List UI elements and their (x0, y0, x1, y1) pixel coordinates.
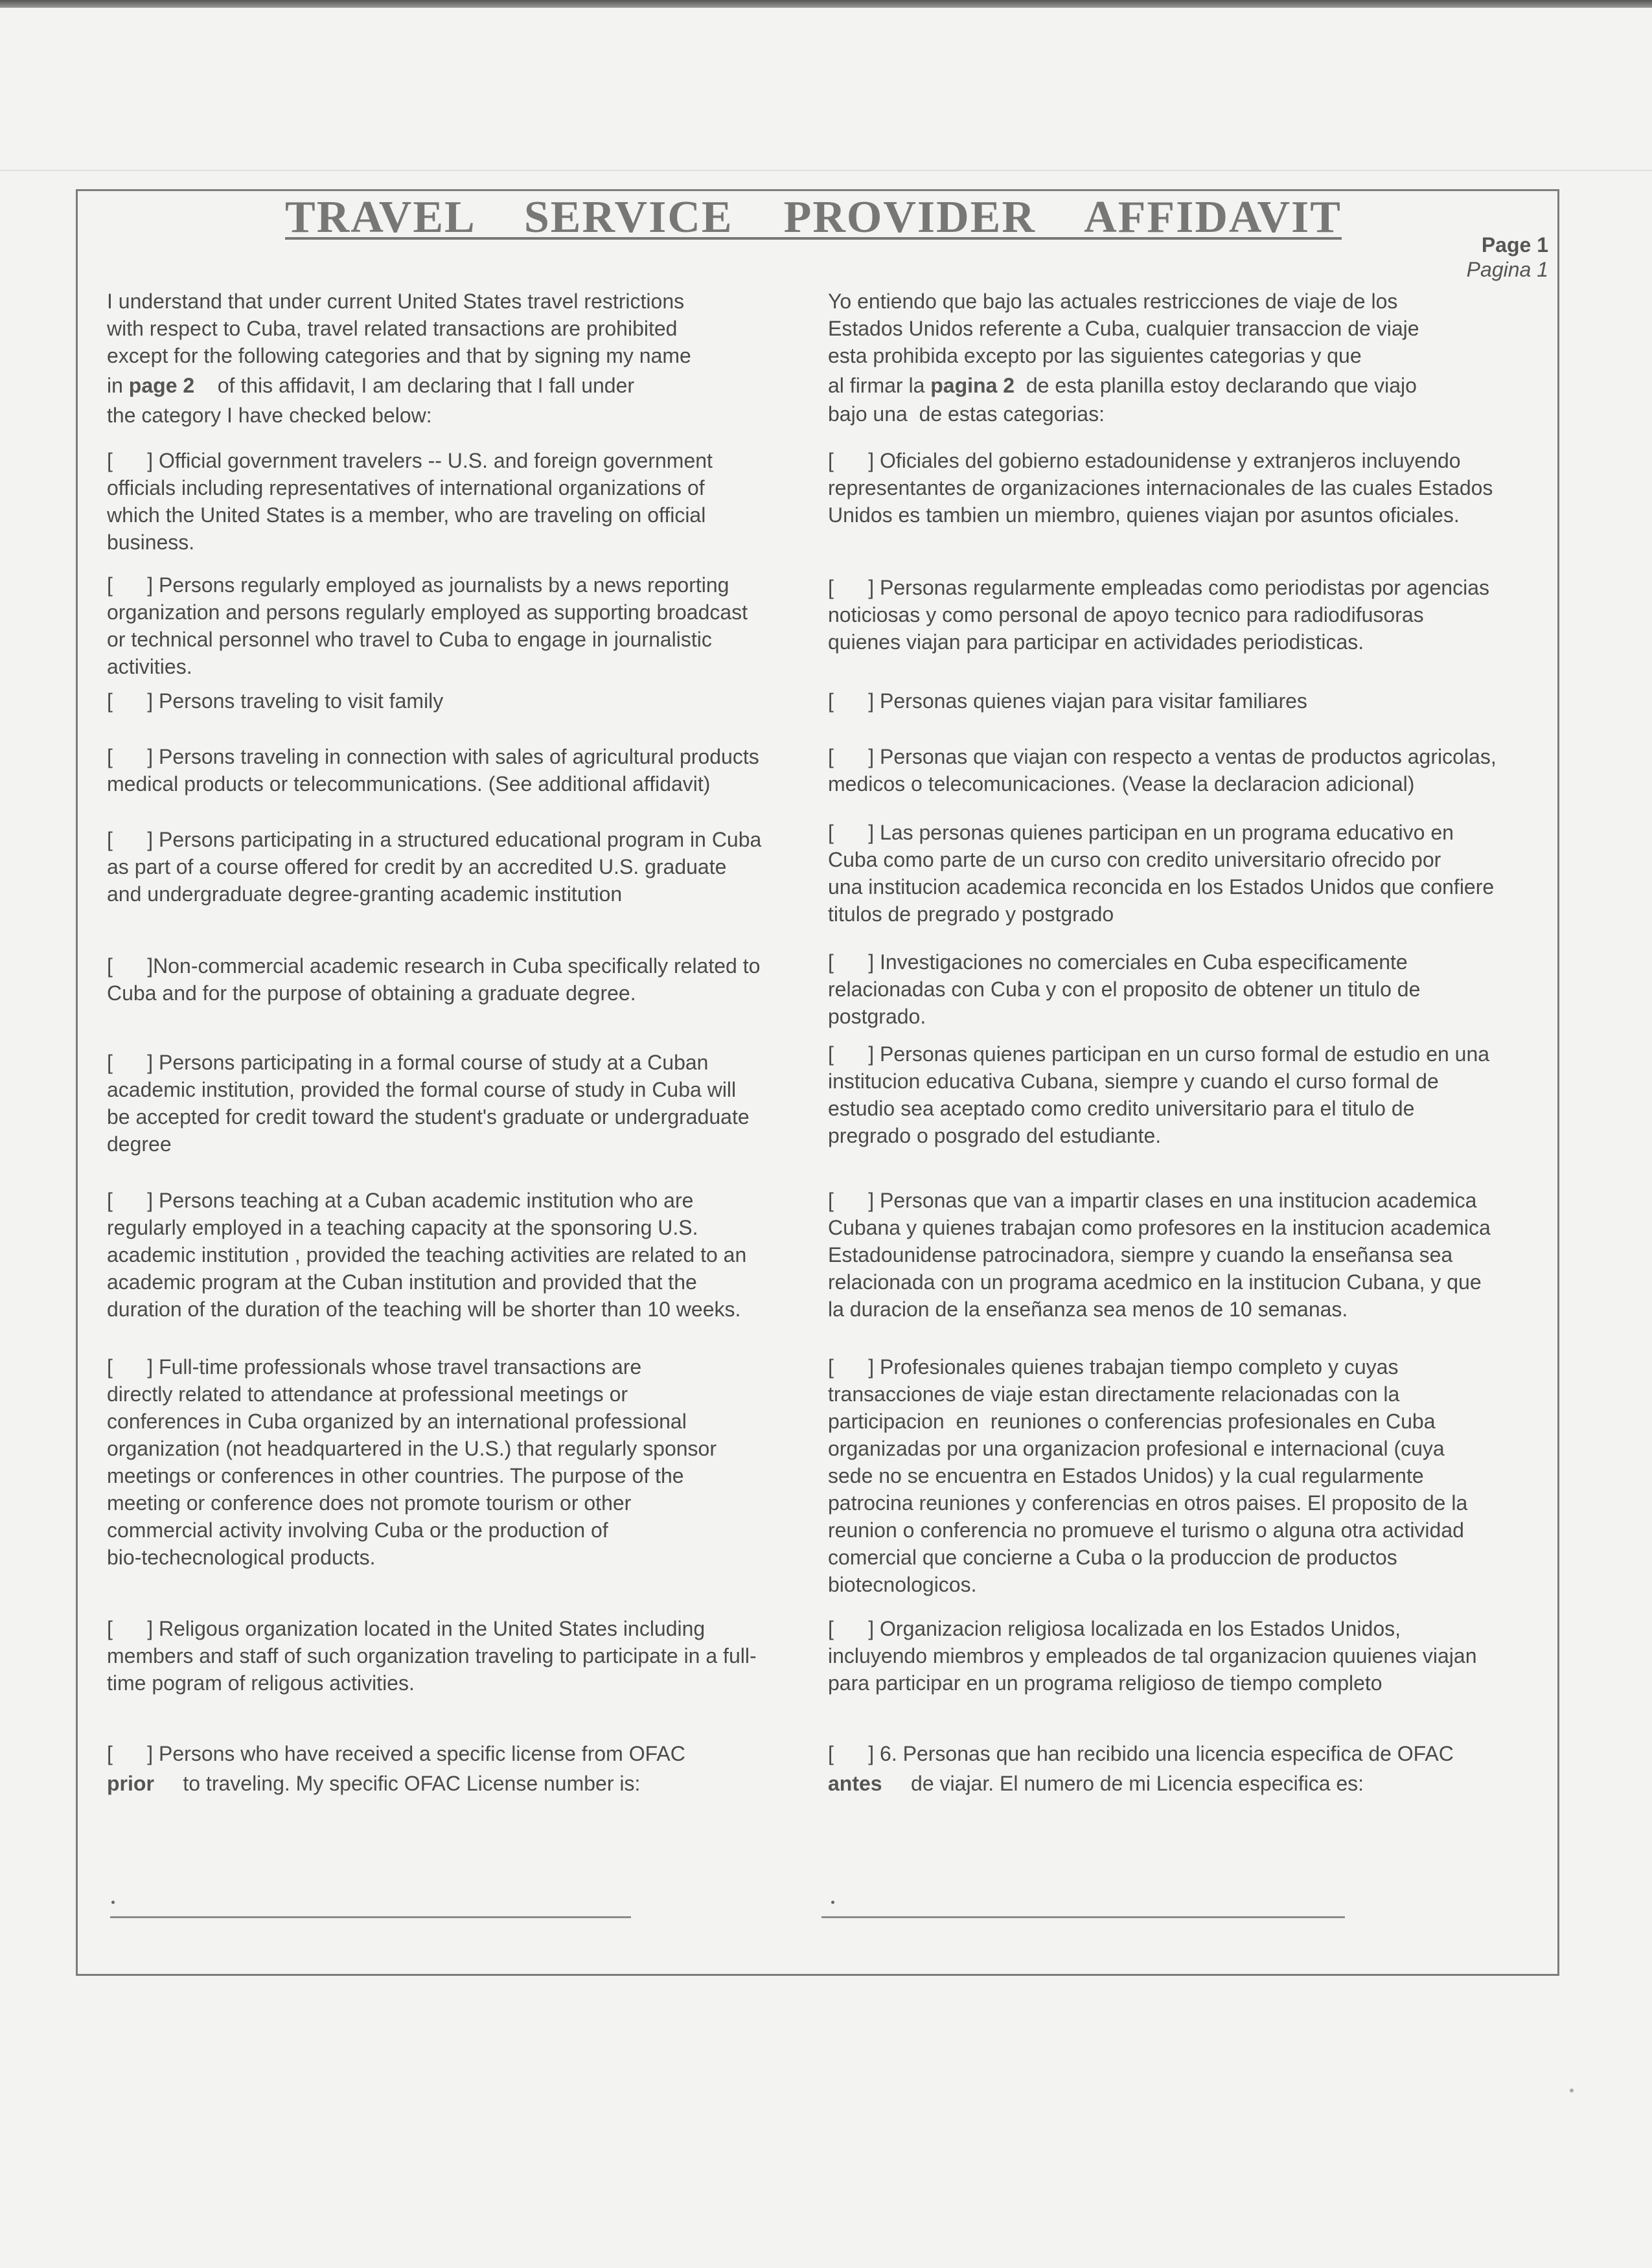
category-checkbox-line[interactable]: [ ] Persons regularly employed as journalists by a news reporting (107, 573, 729, 597)
category-text-line: organization (not headquartered in the U.S.) that regularly sponsor (107, 1437, 717, 1460)
category-text-line: bio-techecnological products. (107, 1546, 376, 1569)
category-text-line: or technical personnel who travel to Cuba to engage in journalistic (107, 628, 712, 651)
category-text-line: time pogram of religous activities. (107, 1671, 415, 1695)
english-category-item (107, 571, 748, 680)
english-category-item (107, 687, 443, 715)
spanish-category-item (828, 574, 1489, 656)
category-checkbox-line[interactable]: [ ] Personas que van a impartir clases en una institucion academica (828, 1189, 1477, 1212)
category-checkbox-line[interactable]: [ ]Non-commercial academic research in Cuba specifically related to (107, 954, 761, 978)
category-text-line: Cuba como parte de un curso con credito universitario ofrecido por (828, 848, 1441, 871)
scan-crease (0, 170, 1652, 171)
category-text-line: and undergraduate degree-granting academic institution (107, 882, 623, 906)
category-checkbox-line[interactable]: [ ] Investigaciones no comerciales en Cuba especificamente (828, 950, 1408, 974)
category-checkbox-line[interactable]: [ ] Profesionales quienes trabajan tiempo completo y cuyas (828, 1355, 1399, 1379)
category-checkbox-line[interactable]: [ ] Organizacion religiosa localizada en los Estados Unidos, (828, 1617, 1401, 1640)
category-checkbox-line[interactable]: [ ] 6. Personas que han recibido una licencia especifica de OFAC (828, 1742, 1454, 1765)
license-number-line-es[interactable] (821, 1914, 1345, 1918)
category-text-line: medical products or telecommunications. (See additional affidavit) (107, 772, 711, 796)
category-text-line: officials including representatives of international organizations of (107, 476, 705, 499)
emphasis-word: prior (107, 1772, 154, 1795)
page-title: TRAVEL SERVICE PROVIDER AFFIDAVIT (285, 192, 1342, 242)
category-checkbox-line[interactable]: [ ] Persons participating in a structured educational program in Cuba (107, 828, 762, 851)
category-text-line: conferences in Cuba organized by an international professional (107, 1410, 687, 1433)
category-text-line: organizadas por una organizacion profesional e internacional (cuya (828, 1437, 1445, 1460)
english-category-item (107, 1049, 750, 1158)
intro-line: Estados Unidos referente a Cuba, cualquier transaccion de viaje (828, 317, 1419, 340)
intro-line: in page 2 of this affidavit, I am declaring that I fall under (107, 374, 635, 397)
intro-line: Yo entiendo que bajo las actuales restricciones de viaje de los (828, 290, 1398, 313)
license-text: de viajar. El numero de mi Licencia especifica es: (882, 1772, 1364, 1795)
spanish-category-item (828, 1615, 1476, 1697)
category-text-line: be accepted for credit toward the student's graduate or undergraduate (107, 1105, 750, 1128)
category-text-line: which the United States is a member, who are traveling on official (107, 503, 706, 527)
spanish-category-item (828, 687, 1307, 715)
category-text-line: Cuba and for the purpose of obtaining a graduate degree. (107, 981, 636, 1005)
intro-line: the category I have checked below: (107, 404, 432, 427)
category-text-line: reunion o conferencia no promueve el turismo o alguna otra actividad (828, 1518, 1464, 1542)
category-checkbox-line[interactable]: [ ] Persons teaching at a Cuban academic institution who are (107, 1189, 694, 1212)
scan-edge (0, 0, 1652, 8)
category-checkbox-line[interactable]: [ ] Religous organization located in the United States including (107, 1617, 706, 1640)
category-text-line: comercial que concierne a Cuba o la produccion de productos (828, 1546, 1397, 1569)
english-category-item (107, 1353, 717, 1571)
category-checkbox-line[interactable]: [ ] Persons who have received a specific license from OFAC (107, 1742, 685, 1765)
category-checkbox-line[interactable]: [ ] Full-time professionals whose travel transactions are (107, 1355, 642, 1379)
emphasis-word: antes (828, 1772, 882, 1795)
spanish-category-item (828, 1040, 1489, 1149)
category-checkbox-line[interactable]: [ ] Persons participating in a formal course of study at a Cuban (107, 1051, 709, 1074)
category-checkbox-line[interactable]: [ ] Persons traveling to visit family (107, 689, 444, 713)
scan-speck (1570, 2089, 1574, 2092)
category-text-line: para participar en un programa religioso de tiempo completo (828, 1671, 1382, 1695)
page-ref: page 2 (128, 374, 195, 397)
category-text-line: academic institution, provided the formal course of study in Cuba will (107, 1078, 737, 1101)
category-checkbox-line[interactable]: [ ] Las personas quienes participan en un programa educativo en (828, 821, 1454, 844)
category-text-line: academic institution , provided the teaching activities are related to an (107, 1243, 747, 1266)
category-text-line: meetings or conferences in other countries. The purpose of the (107, 1464, 684, 1487)
category-text-line: patrocina reuniones y conferencias en otros paises. El proposito de la (828, 1491, 1468, 1515)
intro-line: with respect to Cuba, travel related transactions are prohibited (107, 317, 678, 340)
category-text-line: members and staff of such organization traveling to participate in a full- (107, 1644, 757, 1667)
spanish-category-item (828, 948, 1420, 1030)
category-text-line: sede no se encuentra en Estados Unidos) y la cual regularmente (828, 1464, 1424, 1487)
category-text-line: activities. (107, 655, 192, 678)
category-text-line: medicos o telecomunicaciones. (Vease la declaracion adicional) (828, 772, 1415, 796)
category-checkbox-line[interactable]: [ ] Personas que viajan con respecto a ventas de productos agricolas, (828, 745, 1497, 768)
english-category-item (107, 952, 760, 1007)
english-category-item (107, 1615, 757, 1697)
category-text-line: commercial activity involving Cuba or the production of (107, 1518, 608, 1542)
category-checkbox-line[interactable]: [ ] Official government travelers -- U.S. and foreign government (107, 449, 713, 472)
spanish-intro (828, 288, 1419, 428)
category-text-line: Cubana y quienes trabajan como profesores en la institucion academica (828, 1216, 1491, 1239)
intro-line: al firmar la pagina 2 de esta planilla estoy declarando que viajo (828, 374, 1417, 397)
category-text-line: incluyendo miembros y empleados de tal organizacion quuienes viajan (828, 1644, 1477, 1667)
category-text-line: postgrado. (828, 1005, 926, 1028)
category-text-line: Unidos es tambien un miembro, quienes viajan por asuntos oficiales. (828, 503, 1460, 527)
category-text-line: representantes de organizaciones internacionales de las cuales Estados (828, 476, 1493, 499)
category-text-line: transacciones de viaje estan directamente relacionadas con la (828, 1382, 1400, 1406)
english-intro (107, 288, 691, 429)
category-text-line: Estadounidense patrocinadora, siempre y cuando la enseñansa sea (828, 1243, 1453, 1266)
english-category-item (107, 1187, 746, 1323)
category-text-line: titulos de pregrado y postgrado (828, 902, 1114, 926)
category-checkbox-line[interactable]: [ ] Personas quienes participan en un curso formal de estudio en una (828, 1042, 1490, 1066)
spanish-category-item (828, 1187, 1491, 1323)
category-text-line: business. (107, 531, 195, 554)
category-text-line: noticiosas y como personal de apoyo tecnico para radiodifusoras (828, 603, 1424, 626)
category-text-line: directly related to attendance at professional meetings or (107, 1382, 628, 1406)
category-text-line: academic program at the Cuban institution and provided that the (107, 1270, 697, 1294)
category-text-line: pregrado o posgrado del estudiante. (828, 1124, 1162, 1147)
page-ref: pagina 2 (930, 374, 1015, 397)
english-category-item (107, 743, 759, 797)
license-text-line (107, 1770, 685, 1797)
category-checkbox-line[interactable]: [ ] Oficiales del gobierno estadounidense y extranjeros incluyendo (828, 449, 1461, 472)
category-text-line: la duracion de la enseñanza sea menos de 10 semanas. (828, 1298, 1348, 1321)
spanish-category-item (828, 1740, 1454, 1797)
category-checkbox-line[interactable]: [ ] Personas quienes viajan para visitar familiares (828, 689, 1307, 713)
spanish-category-item (828, 447, 1493, 529)
category-text-line: as part of a course offered for credit by an accredited U.S. graduate (107, 855, 727, 878)
spanish-category-item (828, 819, 1494, 928)
english-category-item (107, 447, 713, 556)
category-text-line: institucion educativa Cubana, siempre y cuando el curso formal de (828, 1070, 1439, 1093)
license-number-line-en[interactable] (110, 1914, 631, 1918)
license-text-line (828, 1770, 1454, 1797)
signature-dot (831, 1901, 834, 1904)
page-number: Page 1 (1481, 233, 1548, 257)
category-checkbox-line[interactable]: [ ] Personas regularmente empleadas como periodistas por agencias (828, 576, 1489, 599)
category-text-line: participacion en reuniones o conferencias profesionales en Cuba (828, 1410, 1436, 1433)
category-text-line: una institucion academica reconcida en los Estados Unidos que confiere (828, 875, 1495, 899)
pagina-number: Pagina 1 (1466, 258, 1548, 281)
english-category-item (107, 826, 761, 908)
english-category-item (107, 1740, 685, 1797)
category-text-line: duration of the duration of the teaching will be shorter than 10 weeks. (107, 1298, 741, 1321)
category-text-line: relacionada con un programa acedmico en la institucion Cubana, y que (828, 1270, 1482, 1294)
signature-dot (111, 1901, 115, 1904)
category-text-line: quienes viajan para participar en actividades periodisticas. (828, 630, 1364, 654)
spanish-category-item (828, 1353, 1467, 1598)
category-text-line: biotecnologicos. (828, 1573, 977, 1596)
category-text-line: estudio sea aceptado como credito universitario para el titulo de (828, 1097, 1415, 1120)
spanish-category-item (828, 743, 1497, 797)
license-text: to traveling. My specific OFAC License number is: (154, 1772, 641, 1795)
category-text-line: organization and persons regularly employed as supporting broadcast (107, 601, 748, 624)
intro-line: except for the following categories and that by signing my name (107, 344, 691, 367)
category-text-line: meeting or conference does not promote tourism or other (107, 1491, 632, 1515)
category-checkbox-line[interactable]: [ ] Persons traveling in connection with sales of agricultural products (107, 745, 759, 768)
category-text-line: relacionadas con Cuba y con el proposito de obtener un titulo de (828, 978, 1421, 1001)
intro-line: bajo una de estas categorias: (828, 402, 1105, 426)
intro-line: esta prohibida excepto por las siguientes categorias y que (828, 344, 1362, 367)
category-text-line: regularly employed in a teaching capacity at the sponsoring U.S. (107, 1216, 698, 1239)
intro-line: I understand that under current United States travel restrictions (107, 290, 685, 313)
category-text-line: degree (107, 1132, 172, 1156)
